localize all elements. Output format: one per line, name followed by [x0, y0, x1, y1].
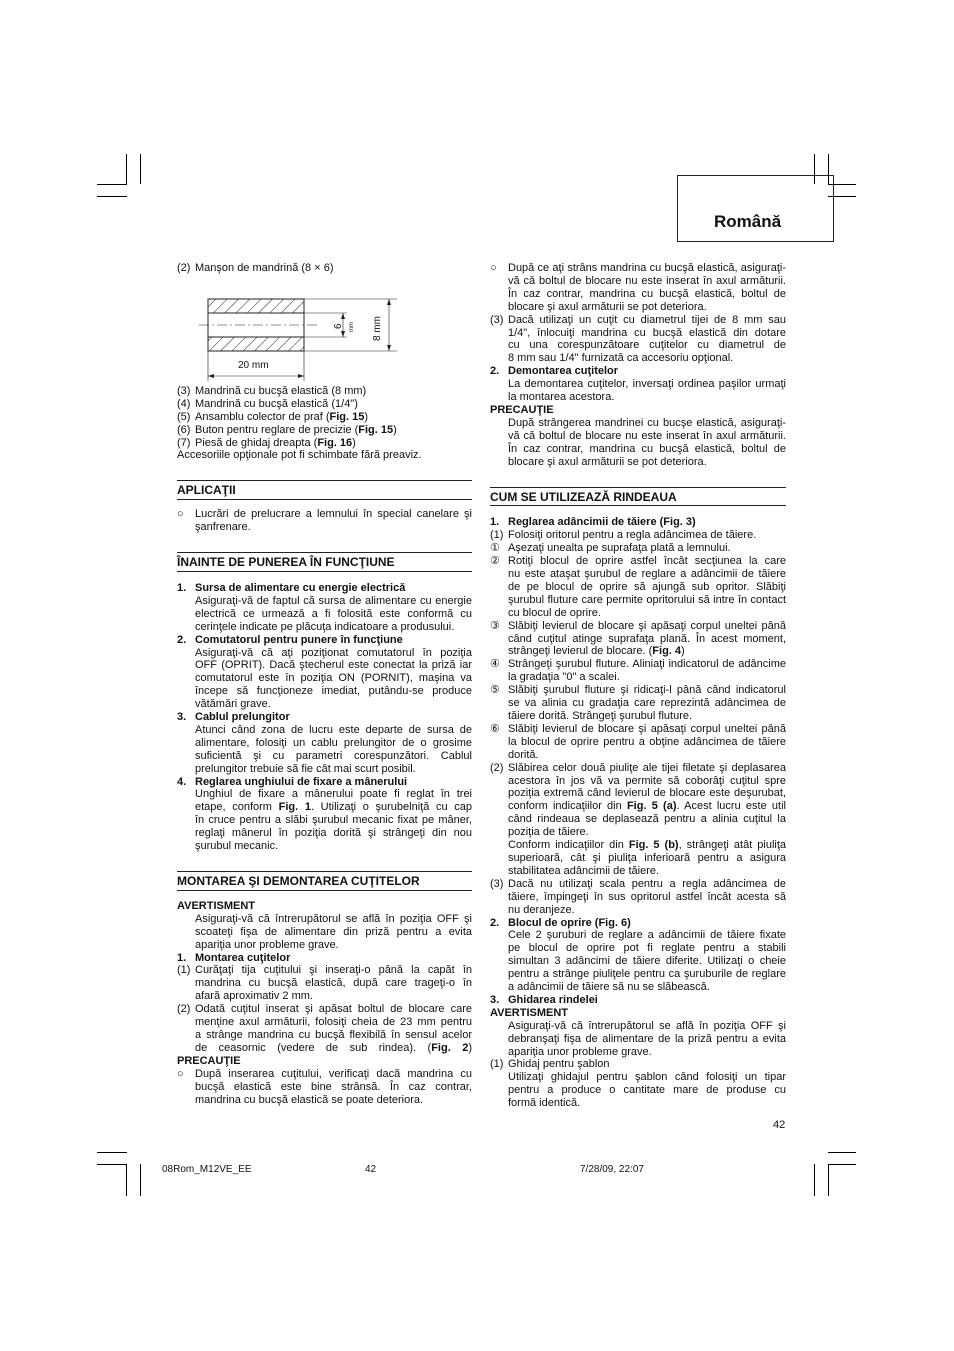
list-item [177, 424, 472, 437]
warning-heading: AVERTISMENT [490, 1006, 569, 1019]
list-item [177, 411, 472, 424]
section-heading-usage: CUM SE UTILIZEAZĂ RINDEAUA [490, 487, 786, 507]
collet-sleeve-drawing [177, 281, 472, 381]
item-text: Asiguraţi-vă de faptul că sursa de alimentare cu energie electrică ce urmează a fi folosită este conformă cu cerinţele indicate pe plăcuţa indicatoare a produsului. [195, 594, 472, 633]
list-item: 2. Comutatorul pentru punere în funcţiune [177, 633, 403, 646]
list-item: ① Aşezaţi unealta pe suprafaţa plată a lemnului. [490, 542, 731, 555]
crop-mark [97, 184, 127, 185]
right-column [490, 262, 786, 1110]
bullet-icon: ○ [490, 262, 497, 274]
crop-mark [97, 196, 127, 197]
list-item: ② Rotiţi blocul de oprire astfel încât secţiunea la care nu este ataşat şurubul de reglare a adâncimii de tăiere de pe blocul de oprire să ajungă sub opritor. Slăbiţi şurubul fluture care permite opritorului să intre în contact cu blocul de oprire. [490, 555, 786, 619]
list-item: (2) Slăbirea celor două piuliţe ale tijei filetate şi deplasarea acestora în jos vă va permite să coborâţi cuţitul spre poziţia extremă când levierul de blocare este deşurubat, conform indicaţiilor din Fig. 5 (a). Acest lucru este util când rindeaua se deplasează pentru a alinia cuţitul la poziţia de tăiere. Conform indicaţiilor din Fig. 5 (b), strângeţi atât piuliţa superioară, cât şi piuliţa inferioară pentru a asigura stabilitatea adâncimii de tăiere. [490, 761, 787, 877]
list-item [177, 385, 472, 398]
list-item [177, 437, 472, 450]
bullet-icon: ○ [177, 508, 184, 521]
crop-mark [814, 1164, 815, 1196]
crop-mark [140, 1164, 141, 1196]
item-number: (7) [177, 436, 191, 449]
list-item: (2) Odată cuţitul inserat şi apăsat boltul de blocare care menţine axul armăturii, folosiţi cheia de 23 mm pentru a strânge mandrina cu bucşă flexibilă în sensul acelor de ceasornic (vedere de sub rindea). (Fig. 2) [177, 1003, 472, 1054]
crop-mark [828, 1164, 829, 1196]
item-number: (2) [177, 262, 191, 274]
section-heading-mounting: MONTAREA ŞI DEMONTAREA CUŢITELOR [177, 871, 472, 891]
list-item: ○ După ce aţi strâns mandrina cu bucşă elastică, asiguraţi- vă că boltul de blocare nu este inserat în axul armăturii. În caz contrar, mandrina cu bucşă elastică, boltul de blocare şi axul armăturii se pot deteriora. [490, 262, 786, 313]
list-item [177, 262, 472, 275]
list-item: 3. Ghidarea rindelei [490, 993, 598, 1006]
page-number: 42 [773, 1119, 786, 1131]
warning-heading: AVERTISMENT [177, 899, 256, 912]
list-item [177, 398, 472, 411]
item-text: Asiguraţi-vă că aţi poziţionat comutatorul în poziţia OFF (OPRIT). Dacă ştecherul este conectat la priză iar comutatorul este în poziţia ON (PORNIT), maşina va începe să funcţioneze imediat, putându-se produce vătămări grave. [195, 646, 472, 711]
list-item [177, 508, 472, 534]
crop-mark [97, 1152, 127, 1153]
list-item: (1) Curăţaţi tija cuţitului şi inseraţi-o până la capăt în mandrina cu bucşă elastică, după care trageţi-o în afară aproximativ 2 mm. [177, 964, 472, 1003]
item-text: Lucrări de prelucrare a lemnului în special canelare şi şanfrenare. [195, 508, 472, 534]
language-label: Română [714, 212, 782, 231]
list-item: 1. Montarea cuţitelor [177, 951, 291, 964]
width-dimension-label: 20 mm [238, 359, 269, 371]
footer-filename: 08Rom_M12VE_EE [162, 1164, 252, 1175]
item-number: (5) [177, 410, 191, 423]
list-item: ⑤ Slăbiţi şurubul fluture şi ridicaţi-l până când indicatorul se va alinia cu gradaţia care reprezintă adâncimea de tăiere dorită. Strângeţi şurubul fluture. [490, 684, 786, 722]
item-text: Cele 2 şuruburi de reglare a adâncimii de tăiere fixate pe blocul de oprire pot fi reglate pentru a stabili simultan 3 adâncimi de tăiere diferite. Utilizaţi o cheie pentru a strânge piuliţele pentru ca şuruburile de reglare a adâncimii de tăiere să nu se slăbească. [508, 929, 786, 994]
item-text: Atunci când zona de lucru este departe de sursa de alimentare, folosiţi un cablu prelungitor de o grosime suficientă şi cu parametri corespunzători. Cablul prelungitor trebuie să fie cât mai scurt posibil. [195, 723, 472, 775]
list-item: ④ Strângeţi şurubul fluture. Aliniaţi indicatorul de adâncime la gradaţia "0" a scalei. [490, 658, 786, 684]
list-item: 2. Blocul de oprire (Fig. 6) [490, 916, 631, 929]
footer-page: 42 [365, 1164, 377, 1175]
section-heading-before-operation: ÎNAINTE DE PUNEREA ÎN FUNCŢIUNE [177, 552, 472, 572]
item-text: Manşon de mandrină (8 × 6) [195, 262, 334, 274]
list-item: (3) Dacă nu utilizaţi scala pentru a regla adâncimea de tăiere, împingeţi în sus opritorul astfel încât acesta să nu deranjeze. [490, 877, 786, 916]
caution-text: După strângerea mandrinei cu bucşe elastică, asiguraţi- vă că boltul de blocare nu este inserat în axul armăturii. În caz contrar, mandrina cu bucşă elastică, boltul de blocare şi axul armăturii se pot deteriora. [508, 416, 786, 468]
crop-mark [828, 1164, 856, 1165]
item-number: (4) [177, 397, 191, 410]
item-text: Buton pentru reglare de precizie (Fig. 15) [195, 423, 397, 436]
list-item: 2. Demontarea cuţitelor [490, 365, 619, 378]
list-item: ③ Slăbiţi levierul de blocare şi apăsaţi corpul uneltei până când cuţitul atinge suprafaţa plană. În acest moment, strângeţi levierul de blocare. (Fig. 4) [490, 619, 786, 658]
item-text: Mandrină cu bucşă elastică (8 mm) [195, 384, 367, 397]
item-text: Mandrină cu bucşă elastică (1/4") [195, 397, 358, 410]
item-text: Utilizaţi ghidajul pentru şablon când folosiţi un tipar pentru a produce o cantitate mare de produse cu formă identică. [508, 1071, 786, 1110]
item-text: Unghiul de fixare a mânerului poate fi reglat în trei etape, conform Fig. 1. Utilizaţi o şurubelniţă cu cap în cruce pentru a slăbi şurubul mecanic fixat pe mâner, reglaţi mânerul în poziţia dorită şi strângeţi din nou şurubul mecanic. [195, 788, 472, 853]
list-item: 1. Reglarea adâncimii de tăiere (Fig. 3) [490, 516, 696, 529]
item-number: (3) [177, 384, 191, 397]
list-item: 4. Reglarea unghiului de fixare a mânerului [177, 775, 408, 788]
list-item: 1. Sursa de alimentare cu energie electrică [177, 581, 406, 594]
left-column [177, 262, 472, 1106]
list-item: (3) Dacă utilizaţi un cuţit cu diametrul tijei de 8 mm sau 1/4", înlocuiţi mandrina cu bucşă elastică din dotare cu una corespunzătoare cuţitelor cu diametrul de 8 mm sau 1/4" furnizată ca accesoriu opţional. [490, 313, 786, 365]
crop-mark [140, 154, 141, 184]
list-item: ⑥ Slăbiţi levierul de blocare şi apăsaţi corpul uneltei până la blocul de oprire pentru a obţine adâncimea de tăiere dorită. [490, 722, 786, 761]
crop-mark [97, 1164, 127, 1165]
collet-sleeve-figure [177, 281, 472, 381]
item-text: Ansamblu colector de praf (Fig. 15) [195, 410, 369, 423]
list-item: 3. Cablul prelungitor [177, 711, 290, 724]
item-number: (6) [177, 423, 191, 436]
accessory-list [177, 385, 472, 450]
list-item: ○ După inserarea cuţitului, verificaţi dacă mandrina cu bucşă elastică este bine strânsă. În caz contrar, mandrina cu bucşă elastică se poate deteriora. [177, 1067, 472, 1106]
caution-heading: PRECAUŢIE [177, 1054, 241, 1067]
warning-text: Asiguraţi-vă că întrerupătorul se află în poziţia OFF şi scoateţi fişa de alimentare din priză pentru a evita apariţia unor probleme grave. [195, 912, 472, 951]
note: Accesoriile opţionale pot fi schimbate fără preaviz. [177, 449, 422, 462]
crop-mark [828, 1152, 856, 1153]
crop-mark [126, 154, 127, 184]
list-item: (1) Folosiţi oritorul pentru a regla adâncimea de tăiere. [490, 529, 757, 542]
inner-dimension-unit: mm [349, 321, 355, 332]
list-item: (1) Ghidaj pentru şablon [490, 1058, 610, 1071]
language-tab [677, 175, 834, 242]
section-heading-applications: APLICAŢII [177, 480, 472, 500]
crop-mark [126, 1164, 127, 1196]
outer-dimension-label: 8 mm [372, 315, 383, 341]
bullet-icon: ○ [177, 1067, 184, 1080]
warning-text: Asiguraţi-vă că întrerupătorul se află în poziţia OFF şi debranşaţi fişa de alimentare de la priză pentru a evita apariţia unor probleme grave. [508, 1019, 786, 1058]
inner-dimension-label: 6 [333, 323, 344, 329]
caution-heading: PRECAUŢIE [490, 403, 554, 416]
item-text: Piesă de ghidaj dreapta (Fig. 16) [195, 436, 356, 449]
item-text: La demontarea cuţitelor, inversaţi ordinea paşilor urmaţi la montarea acestora. [508, 378, 786, 404]
footer-date: 7/28/09, 22:07 [580, 1164, 644, 1175]
